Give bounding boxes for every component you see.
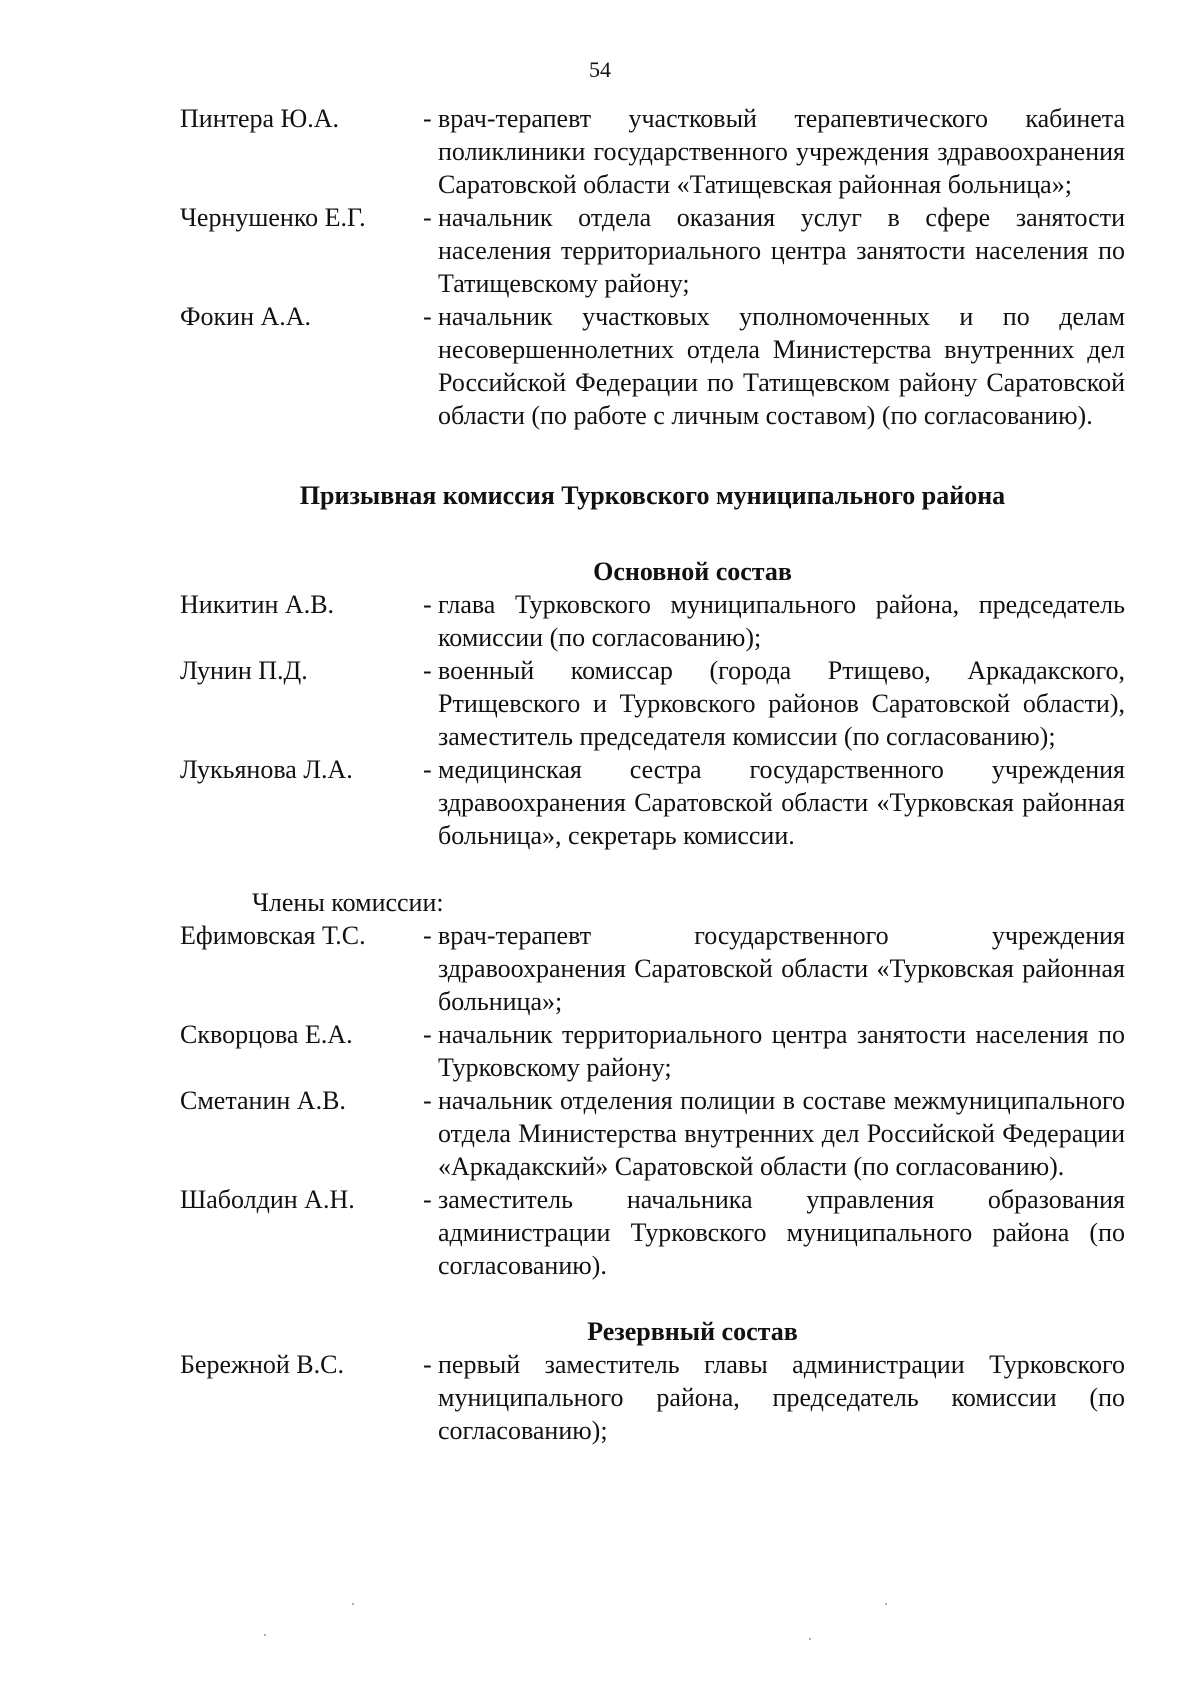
entry-dash: - <box>423 203 432 232</box>
person-role: начальник участковых уполномоченных и по делам несовершеннолетних отдела Министерства внутренних дел Российской Федерации по Татищевском району Саратовской области (по работе с личным составом) (по согласованию). <box>438 302 1125 430</box>
members-label: Члены комиссии: <box>252 888 444 917</box>
person-entry-pintera <box>180 102 1125 201</box>
person-entry-fokin <box>180 300 1125 432</box>
person-name: Шаболдин А.Н. <box>180 1185 355 1214</box>
person-name: Бережной В.С. <box>180 1350 344 1379</box>
person-entry-nikitin <box>180 588 1125 654</box>
person-role: медицинская сестра государственного учреждения здравоохранения Саратовской области «Турковская районная больница», секретарь комиссии. <box>438 755 1125 850</box>
person-role: начальник территориального центра занятости населения по Турковскому району; <box>438 1020 1125 1082</box>
person-role: заместитель начальника управления образования администрации Турковского муниципального района (по согласованию). <box>438 1185 1125 1280</box>
commission-title: Призывная комиссия Турковского муниципального района <box>299 481 1006 510</box>
person-role: начальник отделения полиции в составе межмуниципального отдела Министерства внутренних дел Российской Федерации «Аркадакский» Саратовской области (по согласованию). <box>438 1086 1125 1181</box>
spacer <box>180 1282 1125 1315</box>
entry-dash: - <box>423 1086 432 1115</box>
scan-speck <box>885 1603 887 1605</box>
person-role: начальник отдела оказания услуг в сфере занятости населения территориального центра занятости населения по Татищевскому району; <box>438 203 1125 298</box>
person-name: Лукьянова Л.А. <box>180 755 353 784</box>
person-name: Пинтера Ю.А. <box>180 104 340 133</box>
entry-dash: - <box>423 921 432 950</box>
person-name: Сметанин А.В. <box>180 1086 346 1115</box>
entry-dash: - <box>423 1350 432 1379</box>
entry-dash: - <box>423 302 432 331</box>
person-entry-berezhnoy <box>180 1348 1125 1447</box>
entry-dash: - <box>423 656 432 685</box>
entry-dash: - <box>423 1185 432 1214</box>
entry-dash: - <box>423 590 432 619</box>
person-name: Скворцова Е.А. <box>180 1020 353 1049</box>
spacer <box>180 432 1125 479</box>
person-entry-efimovskaya <box>180 919 1125 1018</box>
person-entry-shaboldin <box>180 1183 1125 1282</box>
person-name: Ефимовская Т.С. <box>180 921 366 950</box>
reserve-composition-title: Резервный состав <box>587 1317 798 1346</box>
person-name: Лунин П.Д. <box>180 656 308 685</box>
person-role: врач-терапевт участковый терапевтического кабинета поликлиники государственного учреждения здравоохранения Саратовской области «Татищевская районная больница»; <box>438 104 1125 199</box>
entry-dash: - <box>423 104 432 133</box>
person-role: глава Турковского муниципального района, председатель комиссии (по согласованию); <box>438 590 1125 652</box>
person-entry-chernushenko <box>180 201 1125 300</box>
entry-dash: - <box>423 755 432 784</box>
entry-dash: - <box>423 1020 432 1049</box>
person-role: военный комиссар (города Ртищево, Аркадакского, Ртищевского и Турковского районов Саратовской области), заместитель председателя комиссии (по согласованию); <box>438 656 1125 751</box>
main-composition-title: Основной состав <box>593 557 792 586</box>
spacer <box>180 852 1125 886</box>
person-name: Фокин А.А. <box>180 302 312 331</box>
person-role: первый заместитель главы администрации Турковского муниципального района, председатель комиссии (по согласованию); <box>438 1350 1125 1445</box>
spacer <box>180 512 1125 555</box>
person-role: врач-терапевт государственного учреждения здравоохранения Саратовской области «Турковская районная больница»; <box>438 921 1125 1016</box>
scan-speck <box>264 1634 266 1636</box>
person-entry-lunin <box>180 654 1125 753</box>
person-name: Чернушенко Е.Г. <box>180 203 366 232</box>
person-name: Никитин А.В. <box>180 590 335 619</box>
person-entry-lukyanova <box>180 753 1125 852</box>
scan-speck <box>352 1603 354 1605</box>
document-content <box>180 102 1125 1447</box>
person-entry-smetanin <box>180 1084 1125 1183</box>
person-entry-skvortsova <box>180 1018 1125 1084</box>
scan-speck <box>809 1638 811 1640</box>
page-number: 54 <box>589 57 611 82</box>
